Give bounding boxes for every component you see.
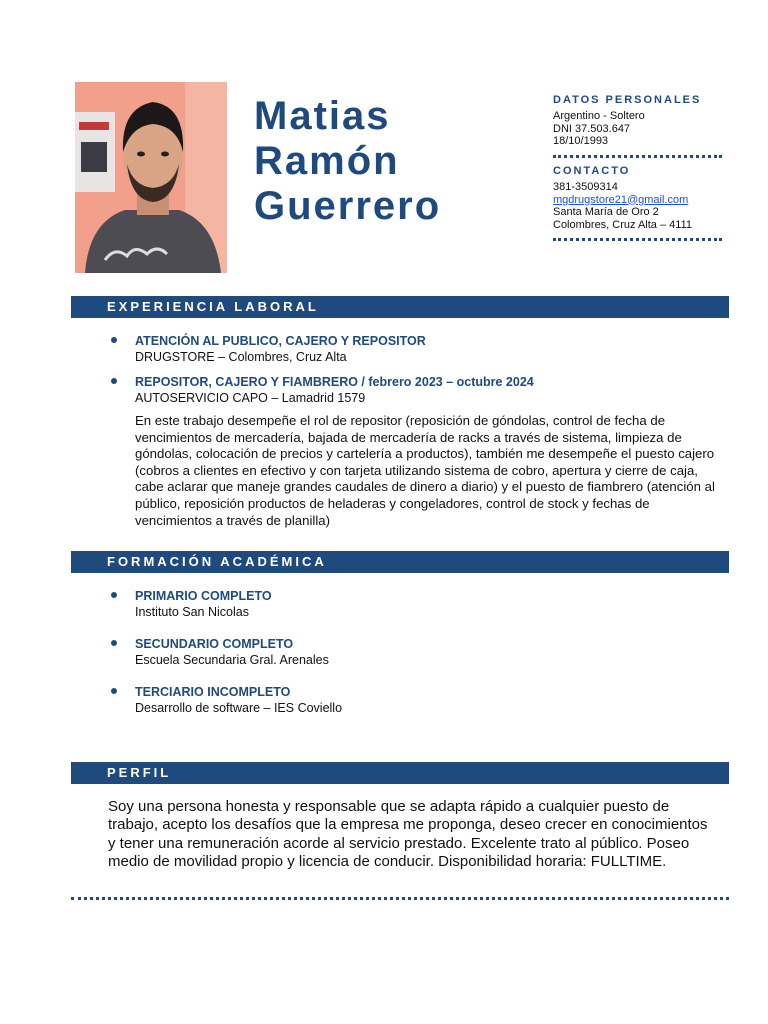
contact-heading: CONTACTO [553, 165, 631, 177]
name-first: Matias [254, 94, 391, 138]
profile-heading-bar: PERFIL [71, 762, 729, 784]
job-description: En este trabajo desempeñe el rol de repositor (reposición de góndolas, control de fecha de vencimientos de mercadería, bajada de mercadería de racks a través de sistema, limpieza de góndolas, colocación de precios y cartelería a productos), también me desempeñe el puesto cajero (cobros a clientes en efectivo y con tarjeta utilizando sistema de cobro, apertura y cierre de caja, cabe aclarar que maneje grandes caudales de dinero a diario) y el puesto de fiambrero (atención al público, reposición productos de heladeras y congeladores, control de stock y fechas de vencimientos a través de planilla) [135, 413, 715, 528]
personal-data-heading: DATOS PERSONALES [553, 94, 702, 106]
bullet-icon [111, 592, 117, 598]
contact-divider [553, 238, 722, 241]
bullet-icon [111, 378, 117, 384]
dni-text: DNI 37.503.647 [553, 122, 631, 135]
job-title: ATENCIÓN AL PUBLICO, CAJERO Y REPOSITOR [135, 334, 426, 348]
education-school: Instituto San Nicolas [135, 605, 249, 619]
job-item [135, 374, 715, 406]
experience-heading-bar: EXPERIENCIA LABORAL [71, 296, 729, 318]
contact-section [553, 165, 723, 231]
education-item [135, 684, 715, 716]
birthdate-text: 18/10/1993 [553, 135, 609, 147]
address-line-1: Santa María de Oro 2 [553, 206, 659, 218]
personal-data-section [553, 94, 723, 148]
name-middle: Ramón [254, 139, 400, 183]
education-school: Escuela Secundaria Gral. Arenales [135, 653, 329, 667]
education-heading-bar: FORMACIÓN ACADÉMICA [71, 551, 729, 573]
nationality-text: Argentino - Soltero [553, 110, 645, 122]
education-title: TERCIARIO INCOMPLETO [135, 685, 291, 699]
education-title: PRIMARIO COMPLETO [135, 589, 272, 603]
job-item [135, 333, 715, 365]
address-line-2: Colombres, Cruz Alta – 4111 [553, 218, 692, 231]
email-link[interactable]: mgdrugstore21@gmail.com [553, 193, 689, 206]
profile-photo [75, 82, 227, 273]
education-item [135, 588, 715, 620]
bullet-icon [111, 688, 117, 694]
job-company: AUTOSERVICIO CAPO – Lamadrid 1579 [135, 391, 366, 405]
profile-text: Soy una persona honesta y responsable que se adapta rápido a cualquier puesto de trabajo, acepto los desafíos que la empresa me proponga, deseo crecer en conocimientos y tener una remuneración acorde al servicio prestado. Excelente trato al público. Poseo medio de movilidad propio y licencia de conducir. Disponibilidad horaria: FULLTIME. [108, 798, 708, 871]
bullet-icon [111, 640, 117, 646]
education-school: Desarrollo de software – IES Coviello [135, 701, 343, 715]
name-last: Guerrero [254, 184, 442, 228]
portrait-image [75, 82, 227, 273]
job-company: DRUGSTORE – Colombres, Cruz Alta [135, 350, 347, 364]
candidate-name [254, 94, 441, 229]
bullet-icon [111, 337, 117, 343]
profile-divider [71, 897, 729, 900]
phone-text: 381-3509314 [553, 181, 618, 193]
job-title: REPOSITOR, CAJERO Y FIAMBRERO / febrero 2023 – octubre 2024 [135, 375, 534, 389]
education-title: SECUNDARIO COMPLETO [135, 637, 294, 651]
personal-divider [553, 155, 722, 158]
education-item [135, 636, 715, 668]
